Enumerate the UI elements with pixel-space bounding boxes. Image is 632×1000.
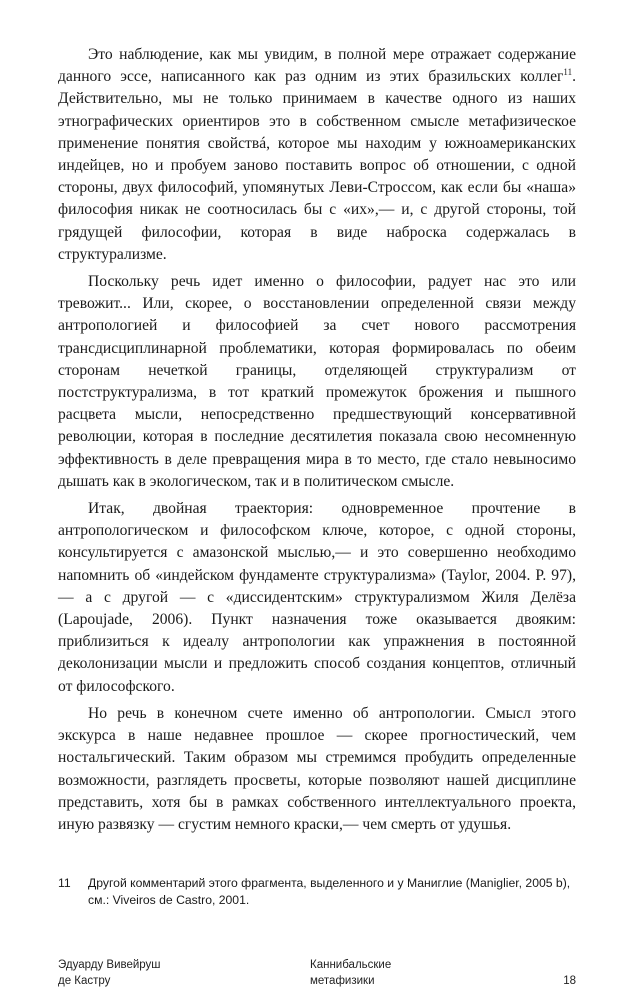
paragraph-1 <box>58 44 576 266</box>
paragraph-1-text-a: Это наблюдение, как мы увидим, в полной мере отражает содержание данного эссе, написанного как раз одним из этих бразильских коллег <box>58 46 576 86</box>
footnote-number: 11 <box>58 876 71 890</box>
page-footer <box>58 957 576 993</box>
footer-author-line-2: де Кастру <box>58 975 111 987</box>
page-number: 18 <box>563 975 576 987</box>
paragraph-4: Но речь в конечном счете именно об антропологии. Смысл этого экскурса в наше недавнее прошлое — скорее прогностический, чем ностальгический. Таким образом мы стремимся пробудить определенные возможности, разглядеть просветы, которые позволяют нашей дисциплине представить, хотя бы в рамках собственного интеллектуального проекта, иную развязку — сгустим немного краски,— чем смерть от удушья. <box>58 704 576 833</box>
footer-book-title <box>310 957 450 989</box>
footnote-text: Другой комментарий этого фрагмента, выделенного и у Маниглие (Maniglier, 2005 b), см.: Viveiros de Castro, 2001. <box>88 876 571 907</box>
footer-title-line-1: Каннибальские <box>310 959 392 971</box>
paragraph-3: Итак, двойная траектория: одновременное прочтение в антропологическом и философском ключе, которое, с одной стороны, консультируется с амазонской мыслью,— и это совершенно необходимо напомнить об «индейском фундаменте структурализма» (Taylor, 2004. P. 97),— а с другой — с «диссидентским» структурализмом Жиля Делёза (Lapoujade, 2006). Пункт назначения тоже оказывается двояким: приблизиться к идеалу антропологии как упражнения в постоянной деколонизации мысли и предложить способ создания концептов, отличный от философского. <box>58 500 576 695</box>
paragraph-1-text-b: . Действительно, мы не только принимаем в качестве одного из наших этнографических ориентиров это в собственном смысле метафизическое применение понятия свойствá, которое мы находим у южноамериканских индейцев, но и пробуем заново поставить вопрос об отношении, с одной стороны, двух философий, упомянутых Леви-Строссом, как если бы «наша» философия никак не соотносилась бы с «их»,— и, с другой стороны, той грядущей философии, которая в виде наброска содержалась в структурализме. <box>58 68 576 263</box>
body-text <box>58 44 576 841</box>
footer-title-line-2: метафизики <box>310 975 375 987</box>
footnote-ref-11[interactable]: 11 <box>563 67 573 78</box>
footnote-11 <box>58 875 576 908</box>
footer-author-line-1: Эдуарду Вивейруш <box>58 959 161 971</box>
paragraph-2: Поскольку речь идет именно о философии, радует нас это или тревожит... Или, скорее, о восстановлении определенной связи между антропологией и философией за счет нового рассмотрения трансдисциплинарной проблематики, которая формировалась по обеим сторонам нечеткой границы, отделяющей структурализм от постструктурализма, в тот краткий промежуток брожения и пышного расцвета мысли, непосредственно предшествующий консервативной революции, которая в последние десятилетия показала свою несомненную эффективность в деле превращения мира в то место, где стало невыносимо дышать как в экологическом, так и в политическом смысле. <box>58 273 576 490</box>
footnotes <box>58 875 576 908</box>
footer-author <box>58 957 198 989</box>
